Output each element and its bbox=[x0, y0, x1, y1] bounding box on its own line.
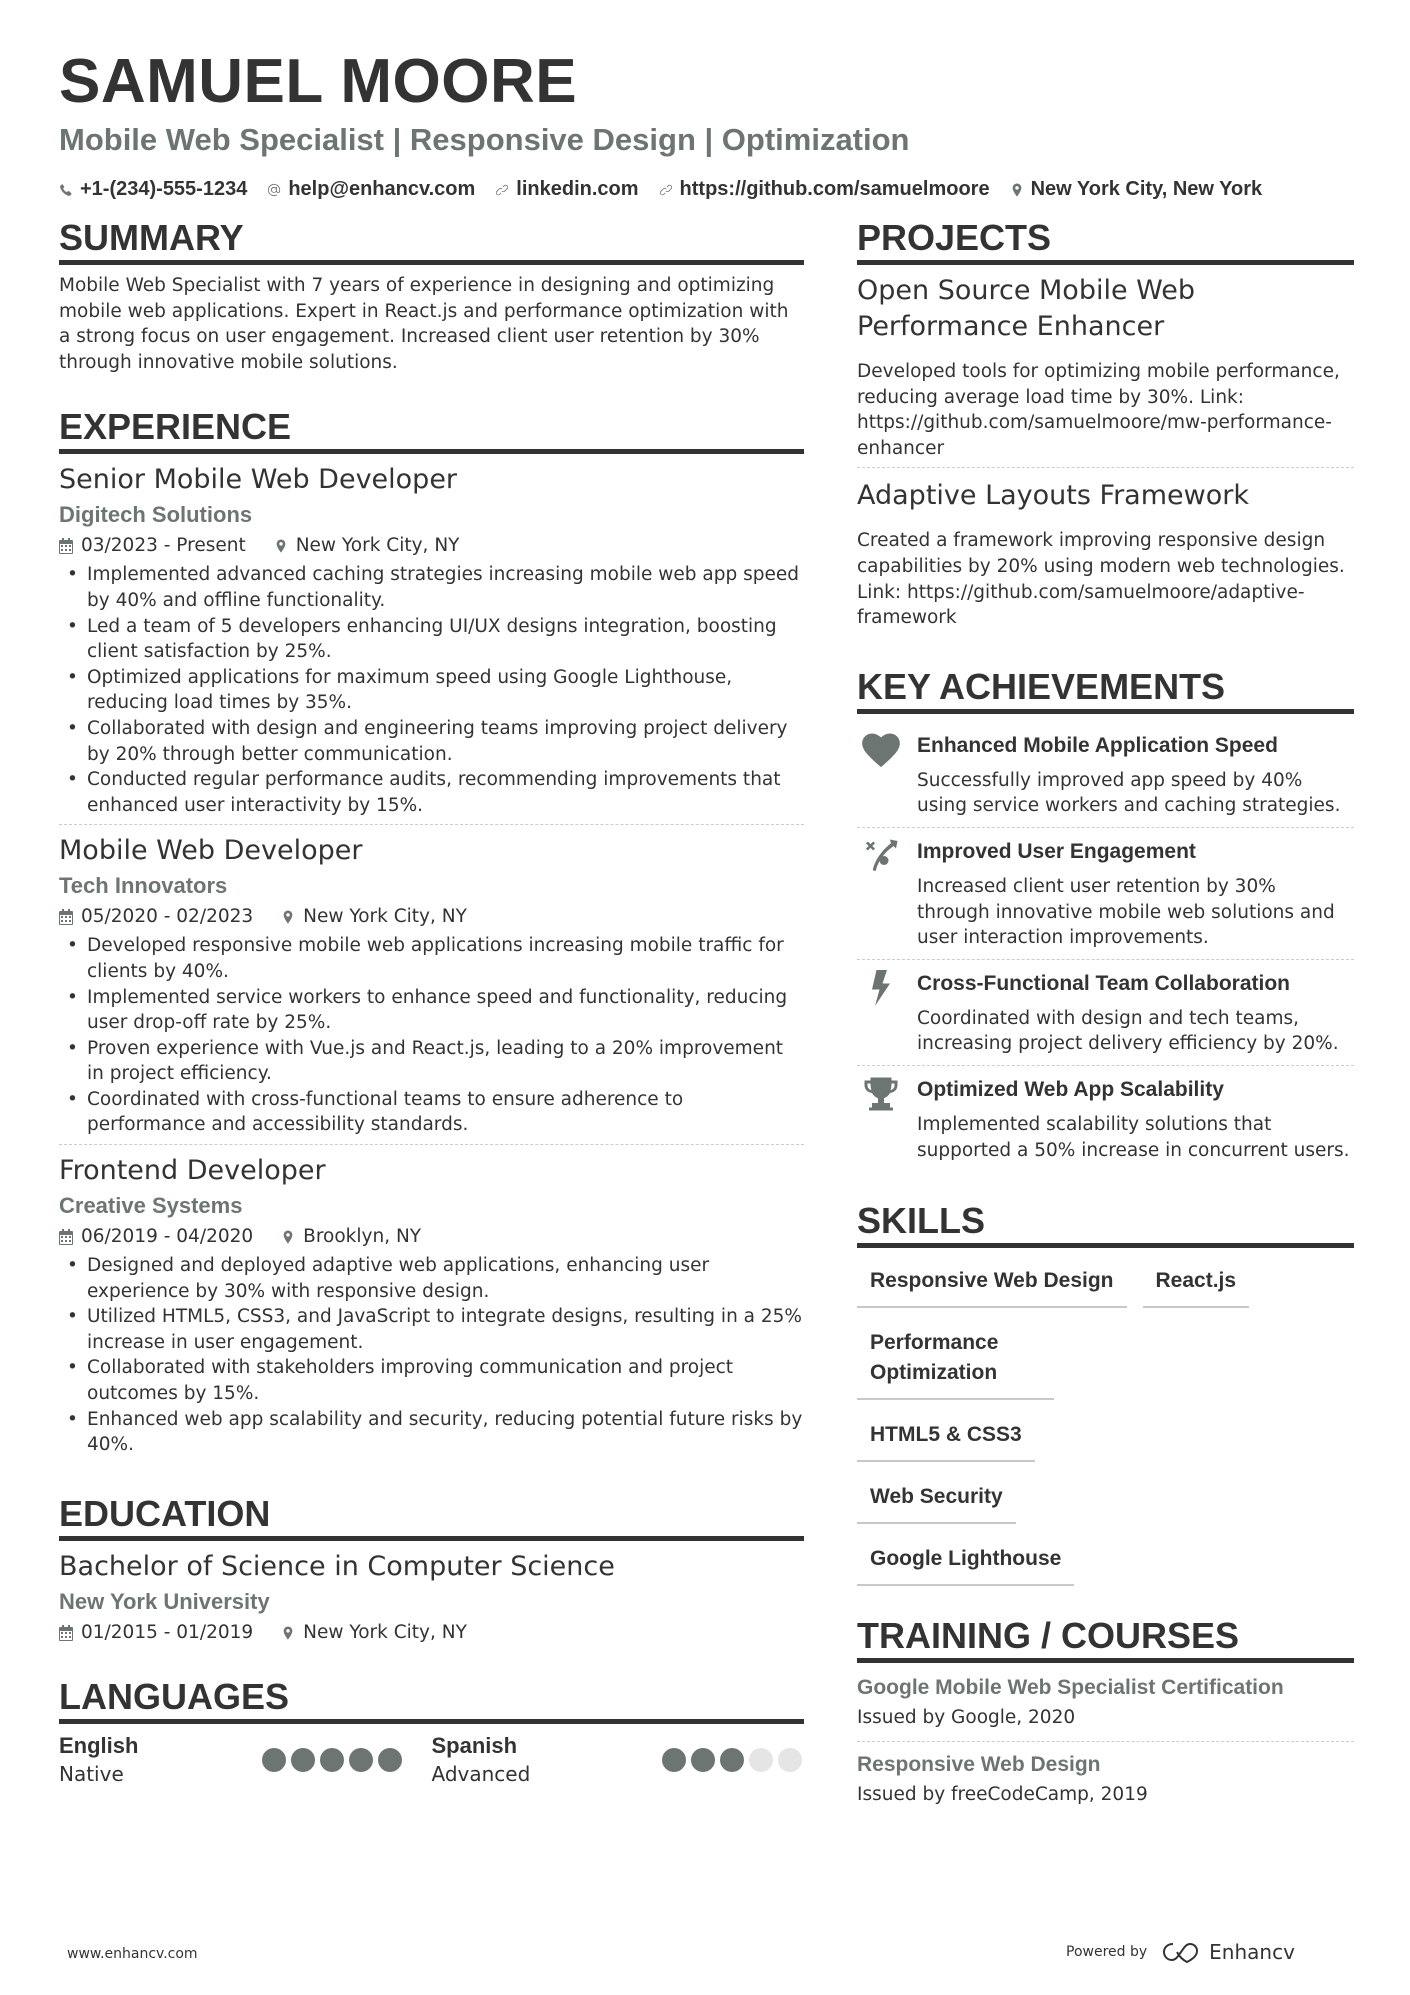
rating-dot-empty bbox=[749, 1748, 773, 1772]
languages-list bbox=[59, 1732, 804, 1788]
course-issuer: Issued by freeCodeCamp, 2019 bbox=[857, 1784, 1148, 1806]
bullet: • Enhanced web app scalability and security, reducing potential future risks by 40%. bbox=[59, 1407, 804, 1458]
contact-email[interactable] bbox=[267, 178, 475, 201]
rating-dot-filled bbox=[720, 1748, 744, 1772]
rating-dot-empty bbox=[778, 1748, 802, 1772]
achievement-title: Enhanced Mobile Application Speed bbox=[917, 733, 1278, 757]
bullet: • Collaborated with stakeholders improving communication and project outcomes by 15%. bbox=[59, 1355, 804, 1406]
summary-text: Mobile Web Specialist with 7 years of experience in designing and optimizing mobile web applications. Expert in React.js and performance optimization with a strong focus on user engagement. Increased client user retention by 30% through innovative mobile solutions. bbox=[59, 275, 789, 373]
achievement-description: Coordinated with design and tech teams, increasing project delivery efficiency by 20%. bbox=[917, 1007, 1339, 1055]
skill-tag: HTML5 & CSS3 bbox=[857, 1416, 1035, 1462]
achievement-icon-wrap bbox=[857, 970, 917, 1057]
language-level: Native bbox=[59, 1761, 124, 1786]
job-location bbox=[274, 532, 460, 560]
section-title-projects: PROJECTS bbox=[857, 218, 1354, 265]
training-section bbox=[857, 1616, 1354, 1818]
company-name: Creative Systems bbox=[59, 1193, 243, 1219]
degree: Bachelor of Science in Computer Science bbox=[59, 1550, 615, 1582]
job-title: Senior Mobile Web Developer bbox=[59, 464, 458, 496]
skill-tag: Google Lighthouse bbox=[857, 1540, 1074, 1586]
job-dates bbox=[59, 1223, 253, 1251]
project-description: Developed tools for optimizing mobile performance, reducing average load time by 30%. Link: https://github.com/samuelmoore/mw-performance-enhancer bbox=[857, 361, 1340, 459]
skill-tag: Performance Optimization bbox=[857, 1324, 1054, 1400]
bullet: • Conducted regular performance audits, recommending improvements that enhanced user interactivity by 15%. bbox=[59, 767, 804, 818]
achievement-entry bbox=[857, 960, 1354, 1066]
education-meta bbox=[59, 1619, 804, 1647]
section-title-education: EDUCATION bbox=[59, 1494, 804, 1541]
education-dates-text: 01/2015 - 01/2019 bbox=[81, 1621, 254, 1643]
achievement-entry bbox=[857, 1066, 1354, 1171]
job-title: Mobile Web Developer bbox=[59, 835, 363, 867]
achievements-section bbox=[857, 667, 1354, 1171]
contact-location-text: New York City, New York bbox=[1030, 178, 1263, 200]
bullet: • Implemented advanced caching strategies increasing mobile web app speed by 40% and offline functionality. bbox=[59, 562, 804, 613]
achievement-description: Implemented scalability solutions that supported a 50% increase in concurrent users. bbox=[917, 1113, 1350, 1161]
footer-powered-by[interactable] bbox=[1066, 1940, 1295, 1964]
location-icon bbox=[281, 909, 295, 925]
skills-list bbox=[857, 1256, 1354, 1586]
contact-email-text: help@enhancv.com bbox=[288, 178, 476, 200]
job-dates bbox=[59, 903, 253, 931]
project-title: Open Source Mobile Web Performance Enhancer bbox=[857, 275, 1196, 342]
job-dates bbox=[59, 532, 246, 560]
rating-dot-filled bbox=[691, 1748, 715, 1772]
right-column bbox=[857, 218, 1354, 1848]
location-icon bbox=[281, 1625, 295, 1641]
project-entry bbox=[857, 478, 1354, 636]
trophy-icon bbox=[861, 1076, 901, 1112]
course-title: Google Mobile Web Specialist Certification bbox=[857, 1676, 1284, 1700]
section-title-achievements: KEY ACHIEVEMENTS bbox=[857, 667, 1354, 714]
achievement-icon-wrap bbox=[857, 1076, 917, 1163]
bullet: • Coordinated with cross-functional teams to ensure adherence to performance and accessibility standards. bbox=[59, 1087, 804, 1138]
rating-dot-filled bbox=[291, 1748, 315, 1772]
course-entry bbox=[857, 1671, 1354, 1742]
brand-name: Enhancv bbox=[1209, 1940, 1295, 1964]
education-dates bbox=[59, 1619, 253, 1647]
calendar-icon bbox=[59, 1625, 73, 1641]
job-entry bbox=[59, 462, 804, 825]
course-entry bbox=[857, 1748, 1354, 1818]
projects-section bbox=[857, 218, 1354, 637]
phone-icon bbox=[59, 182, 73, 198]
course-issuer: Issued by Google, 2020 bbox=[857, 1707, 1076, 1729]
resume-header bbox=[59, 46, 1359, 201]
education-section bbox=[59, 1494, 804, 1647]
languages-section bbox=[59, 1677, 804, 1788]
education-location bbox=[281, 1619, 467, 1647]
job-dates-text: 03/2023 - Present bbox=[81, 535, 246, 557]
footer-website-link[interactable]: www.enhancv.com bbox=[67, 1946, 198, 1962]
section-title-summary: SUMMARY bbox=[59, 218, 804, 265]
candidate-name: SAMUEL MOORE bbox=[59, 47, 578, 116]
link-icon bbox=[659, 182, 673, 198]
achievement-title: Improved User Engagement bbox=[917, 839, 1196, 863]
contact-bar bbox=[59, 178, 1359, 201]
skills-section bbox=[857, 1201, 1354, 1586]
job-meta bbox=[59, 903, 804, 931]
calendar-icon bbox=[59, 1229, 73, 1245]
contact-phone[interactable] bbox=[59, 178, 247, 201]
rating-dot-filled bbox=[662, 1748, 686, 1772]
job-entry bbox=[59, 1153, 804, 1464]
contact-phone-text: +1-(234)-555-1234 bbox=[80, 178, 248, 200]
section-title-languages: LANGUAGES bbox=[59, 1677, 804, 1724]
company-name: Digitech Solutions bbox=[59, 502, 253, 528]
school-name: New York University bbox=[59, 1588, 270, 1614]
location-icon bbox=[1010, 182, 1024, 198]
language-name: Spanish bbox=[431, 1732, 518, 1758]
enhancv-logo-icon bbox=[1161, 1940, 1201, 1964]
achievement-entry bbox=[857, 828, 1354, 960]
job-bullets bbox=[59, 1253, 804, 1458]
section-title-training: TRAINING / COURSES bbox=[857, 1616, 1354, 1663]
link-icon bbox=[495, 182, 509, 198]
language-name: English bbox=[59, 1732, 139, 1758]
language-rating bbox=[262, 1748, 402, 1772]
achievement-entry bbox=[857, 722, 1354, 828]
company-name: Tech Innovators bbox=[59, 873, 228, 899]
job-entry bbox=[59, 833, 804, 1145]
rating-dot-filled bbox=[378, 1748, 402, 1772]
lightning-icon bbox=[861, 970, 901, 1006]
section-title-skills: SKILLS bbox=[857, 1201, 1354, 1248]
bullet: • Developed responsive mobile web applications increasing mobile traffic for clients by 40%. bbox=[59, 933, 804, 984]
left-column bbox=[59, 218, 804, 1818]
course-title: Responsive Web Design bbox=[857, 1753, 1101, 1777]
job-dates-text: 06/2019 - 04/2020 bbox=[81, 1226, 254, 1248]
job-location-text: Brooklyn, NY bbox=[303, 1226, 422, 1248]
job-bullets bbox=[59, 933, 804, 1138]
job-bullets bbox=[59, 562, 804, 818]
strategy-icon bbox=[861, 838, 901, 874]
achievement-description: Successfully improved app speed by 40% using service workers and caching strategies. bbox=[917, 769, 1341, 817]
at-icon bbox=[267, 182, 281, 198]
rating-dot-filled bbox=[320, 1748, 344, 1772]
job-dates-text: 05/2020 - 02/2023 bbox=[81, 906, 254, 928]
rating-dot-filled bbox=[349, 1748, 373, 1772]
job-location bbox=[281, 1223, 421, 1251]
contact-linkedin-text: linkedin.com bbox=[516, 178, 639, 200]
powered-by-label: Powered by bbox=[1066, 1944, 1148, 1960]
job-location bbox=[281, 903, 467, 931]
job-meta bbox=[59, 1223, 804, 1251]
achievement-description: Increased client user retention by 30% through innovative mobile web solutions and user interaction improvements. bbox=[917, 875, 1335, 949]
rating-dot-filled bbox=[262, 1748, 286, 1772]
job-meta bbox=[59, 532, 804, 560]
project-title: Adaptive Layouts Framework bbox=[857, 480, 1249, 512]
bullet: • Utilized HTML5, CSS3, and JavaScript to integrate designs, resulting in a 25% increase in user engagement. bbox=[59, 1304, 804, 1355]
achievement-icon-wrap bbox=[857, 732, 917, 819]
language-english bbox=[59, 1732, 432, 1788]
experience-section bbox=[59, 407, 804, 1463]
bullet: • Led a team of 5 developers enhancing UI/UX designs integration, boosting client satisfaction by 25%. bbox=[59, 614, 804, 665]
bullet: • Implemented service workers to enhance speed and functionality, reducing user drop-off rate by 25%. bbox=[59, 985, 804, 1036]
bullet: • Optimized applications for maximum speed using Google Lighthouse, reducing load times by 35%. bbox=[59, 665, 804, 716]
skill-tag: Responsive Web Design bbox=[857, 1262, 1127, 1308]
language-level: Advanced bbox=[431, 1761, 531, 1786]
location-icon bbox=[274, 538, 288, 554]
enhancv-logo bbox=[1161, 1940, 1295, 1964]
job-title: Frontend Developer bbox=[59, 1155, 326, 1187]
job-location-text: New York City, NY bbox=[303, 906, 467, 928]
heart-icon bbox=[861, 732, 901, 768]
achievement-icon-wrap bbox=[857, 838, 917, 951]
candidate-headline: Mobile Web Specialist | Responsive Design | Optimization bbox=[59, 122, 910, 157]
skill-tag: React.js bbox=[1143, 1262, 1250, 1308]
project-description: Created a framework improving responsive design capabilities by 20% using modern web technologies. Link: https://github.com/samuelmoore/adaptive-framework bbox=[857, 530, 1345, 629]
calendar-icon bbox=[59, 538, 73, 554]
project-entry bbox=[857, 273, 1354, 468]
summary-section bbox=[59, 218, 804, 375]
achievement-title: Cross-Functional Team Collaboration bbox=[917, 971, 1290, 995]
language-rating bbox=[662, 1748, 802, 1772]
bullet: • Collaborated with design and engineering teams improving project delivery by 20% through better communication. bbox=[59, 716, 804, 767]
section-title-experience: EXPERIENCE bbox=[59, 407, 804, 454]
contact-github-text: https://github.com/samuelmoore bbox=[679, 178, 990, 200]
job-location-text: New York City, NY bbox=[295, 535, 460, 557]
education-location-text: New York City, NY bbox=[303, 1621, 467, 1643]
skill-tag: Web Security bbox=[857, 1478, 1016, 1524]
achievement-title: Optimized Web App Scalability bbox=[917, 1077, 1224, 1101]
bullet: • Proven experience with Vue.js and React.js, leading to a 20% improvement in project efficiency. bbox=[59, 1036, 804, 1087]
contact-linkedin[interactable] bbox=[495, 178, 638, 201]
contact-github[interactable] bbox=[659, 178, 990, 201]
contact-location bbox=[1010, 178, 1263, 201]
bullet: • Designed and deployed adaptive web applications, enhancing user experience by 30% with responsive design. bbox=[59, 1253, 804, 1304]
calendar-icon bbox=[59, 909, 73, 925]
language-spanish bbox=[432, 1732, 805, 1788]
location-icon bbox=[281, 1229, 295, 1245]
